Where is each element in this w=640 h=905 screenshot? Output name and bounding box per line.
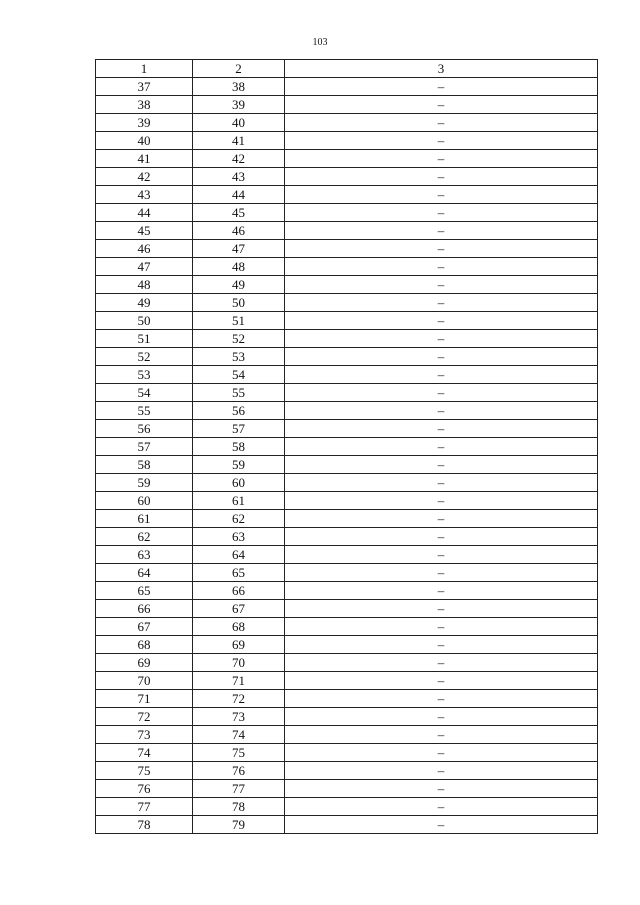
table-cell-col-3: – [285, 528, 598, 546]
table-cell-col-1: 66 [96, 600, 193, 618]
table-cell-col-2: 47 [193, 240, 285, 258]
table-cell-col-2: 38 [193, 78, 285, 96]
table-cell-col-3: – [285, 168, 598, 186]
table-cell-col-1: 46 [96, 240, 193, 258]
table-cell-col-1: 57 [96, 438, 193, 456]
table-cell-col-1: 55 [96, 402, 193, 420]
table-row [96, 258, 598, 276]
table-cell-col-3: – [285, 654, 598, 672]
table-cell-col-2: 79 [193, 816, 285, 834]
table-cell-col-1: 39 [96, 114, 193, 132]
table-row [96, 132, 598, 150]
table-cell-col-3: – [285, 348, 598, 366]
table-row [96, 276, 598, 294]
table-cell-col-2: 59 [193, 456, 285, 474]
table-cell-col-1: 76 [96, 780, 193, 798]
table-cell-col-1: 52 [96, 348, 193, 366]
table-row [96, 222, 598, 240]
table-row [96, 240, 598, 258]
table-cell-col-3: – [285, 114, 598, 132]
table-cell-col-3: – [285, 186, 598, 204]
table-cell-col-1: 58 [96, 456, 193, 474]
table-cell-col-2: 51 [193, 312, 285, 330]
table-cell-col-2: 70 [193, 654, 285, 672]
column-header-1: 1 [96, 60, 193, 78]
table-cell-col-2: 63 [193, 528, 285, 546]
table-row [96, 726, 598, 744]
table-cell-col-2: 56 [193, 402, 285, 420]
table-row [96, 582, 598, 600]
table-cell-col-2: 74 [193, 726, 285, 744]
table-cell-col-1: 75 [96, 762, 193, 780]
table-cell-col-1: 47 [96, 258, 193, 276]
table-cell-col-2: 60 [193, 474, 285, 492]
table-row [96, 492, 598, 510]
table-cell-col-1: 38 [96, 96, 193, 114]
table-cell-col-3: – [285, 240, 598, 258]
table-cell-col-2: 66 [193, 582, 285, 600]
table-cell-col-3: – [285, 690, 598, 708]
table-cell-col-3: – [285, 258, 598, 276]
table-row [96, 654, 598, 672]
table-cell-col-3: – [285, 744, 598, 762]
table-cell-col-3: – [285, 402, 598, 420]
table-row [96, 708, 598, 726]
table-row [96, 636, 598, 654]
table-cell-col-1: 54 [96, 384, 193, 402]
table-cell-col-2: 49 [193, 276, 285, 294]
table-cell-col-2: 42 [193, 150, 285, 168]
table-cell-col-1: 50 [96, 312, 193, 330]
table-cell-col-2: 72 [193, 690, 285, 708]
table-cell-col-1: 65 [96, 582, 193, 600]
table-cell-col-3: – [285, 780, 598, 798]
table-row [96, 762, 598, 780]
table-cell-col-2: 65 [193, 564, 285, 582]
table-cell-col-3: – [285, 96, 598, 114]
table-header-row [96, 60, 598, 78]
table-row [96, 78, 598, 96]
table-cell-col-2: 75 [193, 744, 285, 762]
table-cell-col-2: 73 [193, 708, 285, 726]
table-row [96, 312, 598, 330]
table-cell-col-1: 61 [96, 510, 193, 528]
table-cell-col-1: 41 [96, 150, 193, 168]
table-row [96, 564, 598, 582]
table-cell-col-2: 77 [193, 780, 285, 798]
table-cell-col-1: 51 [96, 330, 193, 348]
table-cell-col-1: 69 [96, 654, 193, 672]
table-row [96, 204, 598, 222]
table-cell-col-2: 69 [193, 636, 285, 654]
table-cell-col-2: 48 [193, 258, 285, 276]
table-cell-col-2: 61 [193, 492, 285, 510]
table-row [96, 96, 598, 114]
table-cell-col-2: 78 [193, 798, 285, 816]
table-row [96, 546, 598, 564]
table-cell-col-2: 76 [193, 762, 285, 780]
table-cell-col-1: 56 [96, 420, 193, 438]
page-number: 103 [312, 37, 328, 48]
table-cell-col-3: – [285, 798, 598, 816]
table-cell-col-3: – [285, 510, 598, 528]
table-cell-col-3: – [285, 564, 598, 582]
table-cell-col-3: – [285, 420, 598, 438]
table-cell-col-3: – [285, 726, 598, 744]
table-cell-col-1: 37 [96, 78, 193, 96]
table-cell-col-1: 63 [96, 546, 193, 564]
table-cell-col-1: 73 [96, 726, 193, 744]
table-cell-col-1: 67 [96, 618, 193, 636]
table-cell-col-1: 48 [96, 276, 193, 294]
table-row [96, 618, 598, 636]
table-cell-col-3: – [285, 762, 598, 780]
table-cell-col-2: 50 [193, 294, 285, 312]
table-row [96, 330, 598, 348]
table-row [96, 780, 598, 798]
table-cell-col-2: 71 [193, 672, 285, 690]
table-row [96, 348, 598, 366]
table-cell-col-3: – [285, 366, 598, 384]
table-cell-col-2: 64 [193, 546, 285, 564]
table-cell-col-3: – [285, 456, 598, 474]
table-row [96, 366, 598, 384]
data-table [95, 59, 598, 834]
table-row [96, 816, 598, 834]
table-cell-col-2: 43 [193, 168, 285, 186]
table-cell-col-1: 72 [96, 708, 193, 726]
table-row [96, 744, 598, 762]
table-cell-col-2: 55 [193, 384, 285, 402]
table-row [96, 474, 598, 492]
table-cell-col-1: 59 [96, 474, 193, 492]
table-cell-col-2: 62 [193, 510, 285, 528]
table-cell-col-1: 78 [96, 816, 193, 834]
table-row [96, 420, 598, 438]
table-cell-col-1: 74 [96, 744, 193, 762]
table-cell-col-1: 71 [96, 690, 193, 708]
table-row [96, 690, 598, 708]
table-cell-col-3: – [285, 312, 598, 330]
table-cell-col-2: 46 [193, 222, 285, 240]
table-cell-col-2: 53 [193, 348, 285, 366]
table-cell-col-3: – [285, 384, 598, 402]
table-row [96, 438, 598, 456]
table-cell-col-1: 44 [96, 204, 193, 222]
table-row [96, 402, 598, 420]
table-cell-col-1: 68 [96, 636, 193, 654]
table-cell-col-1: 42 [96, 168, 193, 186]
table-cell-col-1: 49 [96, 294, 193, 312]
table-cell-col-3: – [285, 222, 598, 240]
table-cell-col-2: 52 [193, 330, 285, 348]
table-cell-col-3: – [285, 78, 598, 96]
table-row [96, 294, 598, 312]
table-cell-col-2: 41 [193, 132, 285, 150]
table-cell-col-3: – [285, 708, 598, 726]
table-cell-col-1: 45 [96, 222, 193, 240]
table-cell-col-2: 58 [193, 438, 285, 456]
table-cell-col-1: 40 [96, 132, 193, 150]
table-cell-col-2: 67 [193, 600, 285, 618]
table-cell-col-1: 53 [96, 366, 193, 384]
table-row [96, 168, 598, 186]
table-row [96, 186, 598, 204]
table-cell-col-3: – [285, 330, 598, 348]
table-row [96, 114, 598, 132]
table-row [96, 528, 598, 546]
column-header-2: 2 [193, 60, 285, 78]
table-row [96, 150, 598, 168]
table-cell-col-3: – [285, 672, 598, 690]
table-cell-col-1: 60 [96, 492, 193, 510]
table-cell-col-1: 77 [96, 798, 193, 816]
table-cell-col-2: 57 [193, 420, 285, 438]
table-cell-col-2: 45 [193, 204, 285, 222]
table-cell-col-2: 39 [193, 96, 285, 114]
table-cell-col-3: – [285, 816, 598, 834]
table-cell-col-2: 68 [193, 618, 285, 636]
table-row [96, 384, 598, 402]
table-cell-col-1: 70 [96, 672, 193, 690]
table-cell-col-3: – [285, 132, 598, 150]
table-cell-col-3: – [285, 582, 598, 600]
table-cell-col-2: 54 [193, 366, 285, 384]
table-cell-col-3: – [285, 600, 598, 618]
column-header-3: 3 [285, 60, 598, 78]
table-cell-col-2: 44 [193, 186, 285, 204]
table-header [96, 60, 598, 78]
table-cell-col-1: 43 [96, 186, 193, 204]
table-body [96, 78, 598, 834]
table-row [96, 798, 598, 816]
table-cell-col-3: – [285, 618, 598, 636]
table-cell-col-3: – [285, 474, 598, 492]
table-cell-col-3: – [285, 546, 598, 564]
table-row [96, 510, 598, 528]
table-row [96, 456, 598, 474]
table-row [96, 672, 598, 690]
table-row [96, 600, 598, 618]
table-cell-col-3: – [285, 204, 598, 222]
table-cell-col-3: – [285, 438, 598, 456]
table-cell-col-1: 62 [96, 528, 193, 546]
table-cell-col-3: – [285, 294, 598, 312]
table-cell-col-1: 64 [96, 564, 193, 582]
table-cell-col-2: 40 [193, 114, 285, 132]
table-cell-col-3: – [285, 150, 598, 168]
table-cell-col-3: – [285, 276, 598, 294]
table-cell-col-3: – [285, 636, 598, 654]
table-cell-col-3: – [285, 492, 598, 510]
